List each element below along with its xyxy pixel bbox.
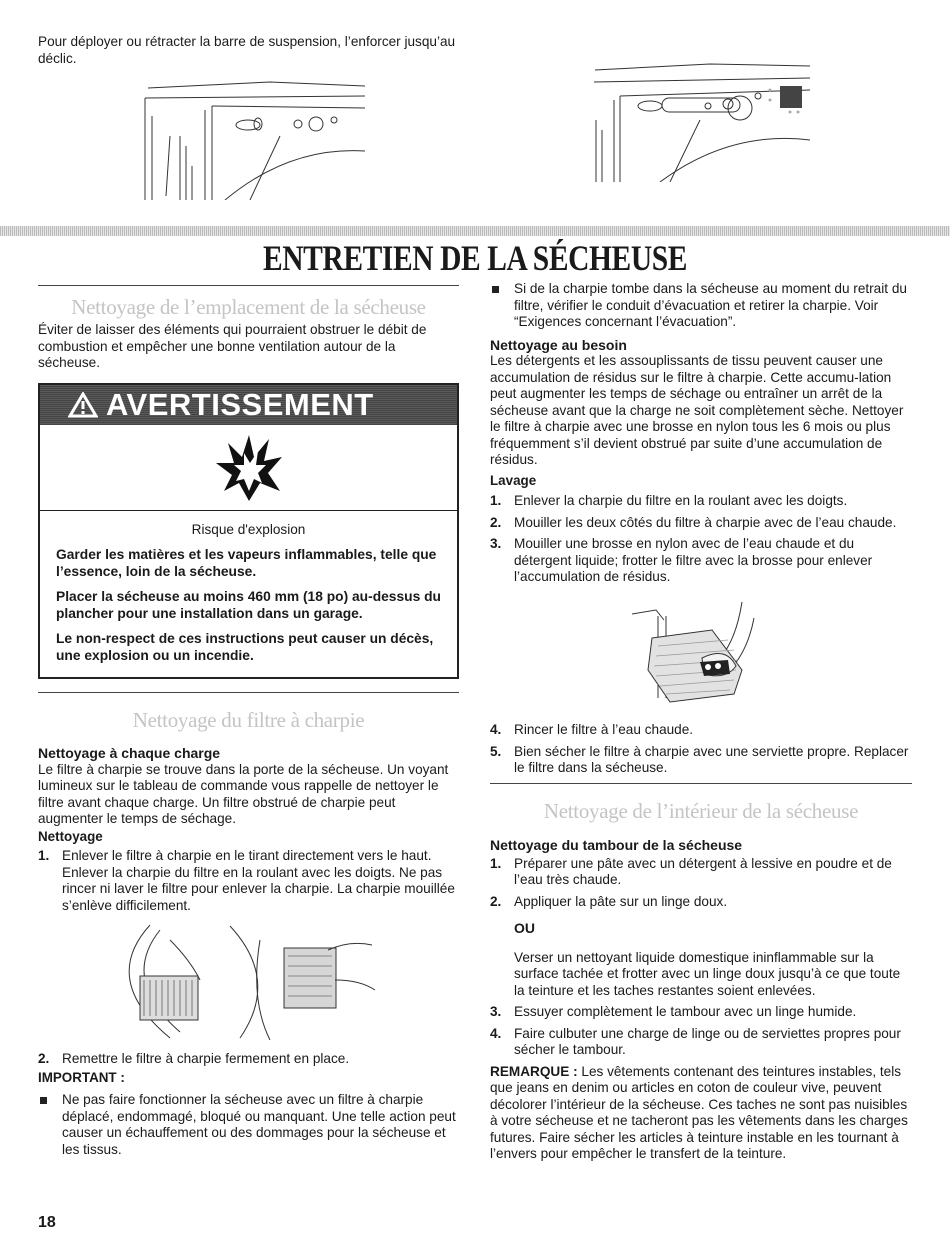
list-item: 2. Remettre le filtre à charpie fermement en place. — [38, 1051, 350, 1066]
list-item: 1. Enlever la charpie du filtre en la roulant avec les doigts. — [490, 493, 848, 508]
remark — [490, 1064, 912, 1163]
explosion-icon — [214, 433, 284, 503]
list-item: Ne pas faire fonctionner la sécheuse avec un filtre à charpie déplacé, endommagé, bloqué ou manquant. Une telle action peut causer un échauffement ou des dommages pour la sécheuse et les tissus. — [38, 1092, 459, 1158]
warning-box — [38, 383, 459, 679]
section-title-interior: Nettoyage de l’intérieur de la sécheuse — [543, 799, 859, 823]
as-needed-text: Les détergents et les assouplissants de tissu peuvent causer une accumulation de résidus sur le filtre à charpie. Cette accumu-lation peut augmenter les temps de séchage ou entraîner un arrêt de la sécheuse avant que la charge ne soit complètement sèche. Nettoyer le filtre à charpie avec une brosse en nylon tous les 6 mois ou plus fréquemment s’il devient obstrué par suite d’une accumulation de résidus. — [490, 353, 904, 467]
or-label: OU — [514, 920, 535, 936]
each-load-text: Le filtre à charpie se trouve dans la porte de la sécheuse. Un voyant lumineux sur le tableau de commande vous rappelle de nettoyer le filtre avant chaque charge. Un filtre obstrué de charpie peut augmenter le temps de séchage. — [38, 761, 449, 826]
drum-steps — [490, 856, 912, 911]
list-item: 2. Mouiller les deux côtés du filtre à charpie avec de l’eau chaude. — [490, 514, 897, 530]
alt-text: Verser un nettoyant liquide domestique ininflammable sur la surface tachée et frotter avec un linge doux jusqu’à ce que toute la teinture et les taches restantes soient enlevées. — [514, 949, 901, 998]
drum-steps-2 — [490, 1004, 912, 1059]
important-label: IMPORTANT : — [38, 1069, 125, 1085]
divider — [490, 783, 912, 784]
washing-steps — [490, 493, 912, 586]
drum-section — [490, 837, 912, 1163]
important-list — [38, 1092, 459, 1158]
list-item: 3. Mouiller une brosse en nylon avec de l’eau chaude et du détergent liquide; frotter le filtre avec la brosse pour enlever l’accumulation de résidus. — [490, 536, 873, 584]
as-needed-heading: Nettoyage au besoin — [490, 336, 627, 353]
location-text: Éviter de laisser des éléments qui pourraient obstruer le débit de combustion et empêcher une bonne ventilation autour de la sécheuse. — [38, 322, 427, 370]
section-title-location: Nettoyage de l’emplacement de la sécheuse — [71, 295, 426, 319]
dryer-illustration-left — [140, 76, 370, 200]
list-item: 4. Faire culbuter une charge de linge ou de serviettes propres pour sécher le tambour. — [490, 1025, 901, 1057]
right-top-section — [490, 281, 912, 591]
list-item: 3. Essuyer complètement le tambour avec un linge humide. — [490, 1004, 857, 1019]
list-item: 2. Appliquer la pâte sur un linge doux. — [490, 893, 728, 909]
warning-triangle-icon — [68, 392, 98, 418]
top-note: Pour déployer ou rétracter la barre de suspension, l’enforcer jusqu’au déclic. — [38, 34, 456, 66]
lint-fall-list — [490, 281, 912, 331]
cleaning-label: Nettoyage — [38, 828, 103, 844]
remark-text: Les vêtements contenant des teintures instables, tels que jeans en denim ou articles en coton de couleur vive, peuvent décolorer l’intérieur de la sécheuse. Ces taches ne sont pas nuisibles à votre sécheuse et ne tacheront pas les vêtements dans les charges futures. Faire sécher les articles à teinture instable en les tournant à l’envers pour empêcher le transfert de la teinture. — [490, 1063, 908, 1161]
list-item: 1. Préparer une pâte avec un détergent à lessive en poudre et de l’eau très chaude. — [490, 855, 892, 887]
drum-heading: Nettoyage du tambour de la sécheuse — [490, 837, 743, 853]
page-title: ENTRETIEN DE LA SÉCHEUSE — [262, 238, 688, 278]
page-number: 18 — [38, 1214, 56, 1231]
cleaning-steps-2 — [38, 1051, 459, 1068]
list-item: 5. Bien sécher le filtre à charpie avec une serviette propre. Replacer le filtre dans la sécheuse. — [490, 743, 909, 775]
rinse-steps-section — [490, 722, 912, 782]
warning-header — [40, 385, 457, 425]
warning-text-1: Garder les matières et les vapeurs inflammables, telle que l’essence, loin de la sécheuse. — [56, 547, 437, 579]
list-item: 1. Enlever le filtre à charpie en le tirant directement vers le haut. Enlever la charpie du filtre en la roulant avec les doigts. Ne pas rincer ni laver le filtre pour enlever la charpie. La charpie mouillée s’enlève difficilement. — [38, 848, 455, 913]
divider — [38, 285, 459, 286]
filter-brush-illustration — [630, 600, 760, 716]
list-item: Si de la charpie tombe dans la sécheuse au moment du retrait du filtre, vérifier le conduit d’évacuation et retirer la charpie. Voir “Exigences concernant l’évacuation”. — [490, 281, 912, 331]
lint-filter-removal-illustration — [110, 920, 390, 1045]
dryer-illustration-right — [590, 60, 815, 182]
washing-steps-2 — [490, 722, 912, 777]
list-item: 4. Rincer le filtre à l’eau chaude. — [490, 722, 694, 737]
washing-label: Lavage — [490, 472, 537, 488]
warning-text-2: Placer la sécheuse au moins 460 mm (18 po) au-dessus du plancher pour une installation dans un garage. — [56, 589, 441, 621]
divider — [38, 692, 459, 693]
lint-filter-rest — [38, 1051, 459, 1158]
section-title-lint-filter: Nettoyage du filtre à charpie — [132, 708, 365, 732]
title-band — [0, 226, 950, 236]
each-load-section — [38, 745, 459, 919]
warning-header-label: AVERTISSEMENT — [105, 387, 374, 422]
remark-label: REMARQUE : — [490, 1063, 578, 1079]
explosion-area — [40, 425, 457, 511]
cleaning-steps — [38, 848, 459, 914]
warning-body — [40, 511, 457, 664]
warning-risk: Risque d'explosion — [191, 522, 306, 537]
each-load-heading: Nettoyage à chaque charge — [38, 745, 221, 761]
warning-text-3: Le non-respect de ces instructions peut causer un décès, une explosion ou un incendie. — [56, 631, 434, 663]
